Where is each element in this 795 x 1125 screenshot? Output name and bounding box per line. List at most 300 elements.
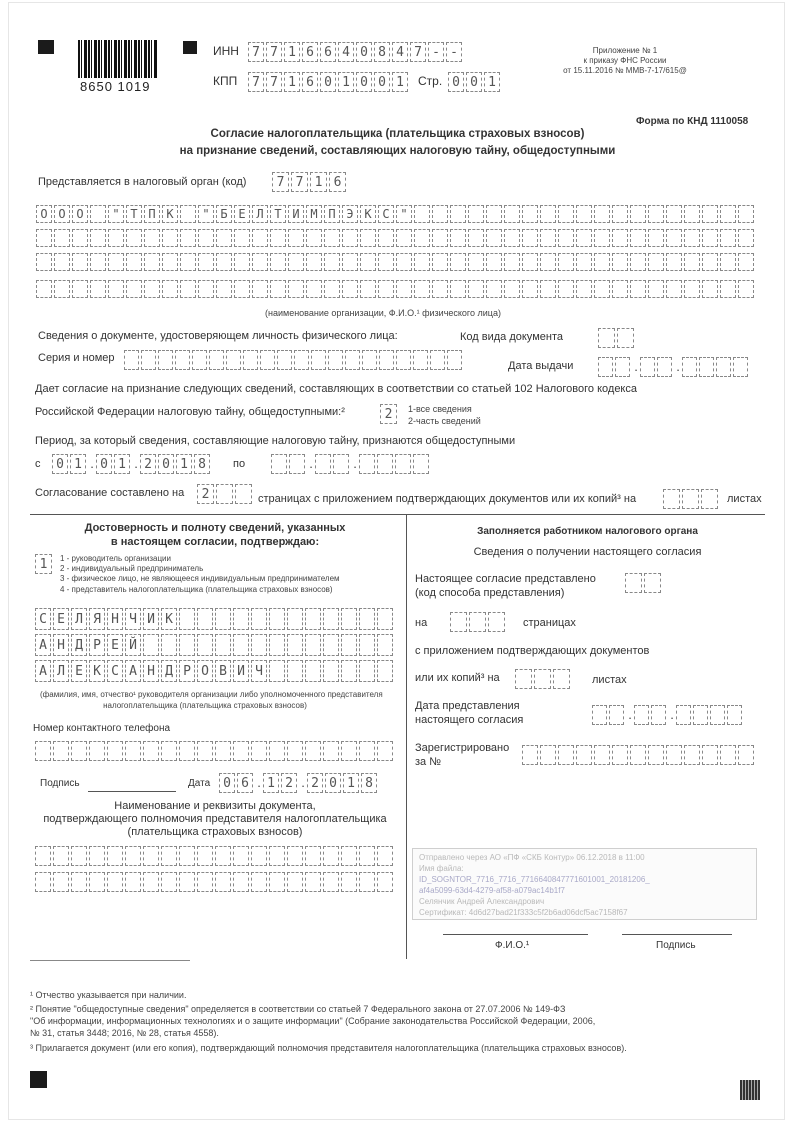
org-name-cell[interactable] xyxy=(648,205,664,223)
issue-date-cell[interactable] xyxy=(682,357,697,377)
series-cell[interactable] xyxy=(175,350,190,370)
left-date-cell[interactable]: 8 xyxy=(361,773,377,793)
surname-cell[interactable] xyxy=(377,608,393,630)
org-name-cell[interactable]: М xyxy=(306,205,322,223)
org-name-cell[interactable] xyxy=(252,253,268,271)
surname-cell[interactable] xyxy=(323,608,339,630)
surname-cell[interactable]: С xyxy=(35,608,51,630)
org-name-cell[interactable] xyxy=(612,205,628,223)
org-name-cell[interactable] xyxy=(594,205,610,223)
doc-cell[interactable] xyxy=(107,872,123,892)
org-name-cell[interactable] xyxy=(738,280,754,298)
pages-count-cell[interactable] xyxy=(216,484,233,504)
org-name-cell[interactable] xyxy=(36,253,52,271)
org-name-cell[interactable] xyxy=(486,205,502,223)
doc-cell[interactable] xyxy=(71,872,87,892)
series-cell[interactable] xyxy=(294,350,309,370)
left-date-cell[interactable]: 2 xyxy=(281,773,297,793)
org-name-cell[interactable]: Т xyxy=(270,205,286,223)
org-name-cell[interactable]: С xyxy=(378,205,394,223)
org-name-cell[interactable] xyxy=(378,253,394,271)
phone-cell[interactable] xyxy=(287,741,303,761)
org-name-cell[interactable] xyxy=(162,229,178,247)
phone-cell[interactable] xyxy=(233,741,249,761)
org-name-cell[interactable] xyxy=(684,253,700,271)
org-name-cell[interactable] xyxy=(702,205,718,223)
doc-cell[interactable] xyxy=(215,872,231,892)
surname-cell[interactable]: И xyxy=(143,608,159,630)
org-name-cell[interactable] xyxy=(684,205,700,223)
phone-cell[interactable] xyxy=(197,741,213,761)
org-name-cell[interactable] xyxy=(612,229,628,247)
name-cell[interactable] xyxy=(305,634,321,656)
patronymic-cell[interactable]: В xyxy=(215,660,231,682)
org-name-cell[interactable]: О xyxy=(72,205,88,223)
org-name-cell[interactable] xyxy=(702,280,718,298)
surname-cell[interactable]: Н xyxy=(107,608,123,630)
doc-cell[interactable] xyxy=(125,846,141,866)
phone-cell[interactable] xyxy=(179,741,195,761)
org-name-cell[interactable] xyxy=(108,253,124,271)
left-date-cell[interactable]: 0 xyxy=(325,773,341,793)
org-name-cell[interactable] xyxy=(702,253,718,271)
org-name-cell[interactable] xyxy=(162,280,178,298)
doc-cell[interactable] xyxy=(53,872,69,892)
org-name-cell[interactable] xyxy=(180,229,196,247)
org-name-cell[interactable] xyxy=(414,205,430,223)
org-name-cell[interactable]: " xyxy=(198,205,214,223)
org-name-cell[interactable] xyxy=(90,280,106,298)
org-name-cell[interactable] xyxy=(54,280,70,298)
org-name-cell[interactable]: О xyxy=(36,205,52,223)
doc-cell[interactable] xyxy=(287,872,303,892)
name-cell[interactable] xyxy=(143,634,159,656)
doc-cell[interactable] xyxy=(251,846,267,866)
org-name-cell[interactable]: О xyxy=(54,205,70,223)
org-name-cell[interactable] xyxy=(630,253,646,271)
name-cell[interactable]: Д xyxy=(71,634,87,656)
sheets-count-cell[interactable] xyxy=(682,489,699,509)
org-name-cell[interactable] xyxy=(558,280,574,298)
doc-cell[interactable] xyxy=(197,872,213,892)
surname-cell[interactable] xyxy=(341,608,357,630)
left-date-cell[interactable]: 0 xyxy=(219,773,235,793)
doc-cell[interactable] xyxy=(359,846,375,866)
kpp-cell[interactable]: 7 xyxy=(266,72,282,92)
phone-cell[interactable] xyxy=(251,741,267,761)
name-cell[interactable] xyxy=(287,634,303,656)
phone-cell[interactable] xyxy=(89,741,105,761)
org-name-cell[interactable] xyxy=(666,280,682,298)
org-name-cell[interactable] xyxy=(576,205,592,223)
org-name-cell[interactable] xyxy=(666,205,682,223)
doc-cell[interactable] xyxy=(341,846,357,866)
org-name-cell[interactable] xyxy=(540,280,556,298)
issue-date-cell[interactable] xyxy=(598,357,613,377)
org-name-cell[interactable] xyxy=(378,229,394,247)
org-name-cell[interactable] xyxy=(432,229,448,247)
org-name-cell[interactable] xyxy=(522,253,538,271)
left-date-cell[interactable]: 2 xyxy=(307,773,323,793)
period-to-cell[interactable] xyxy=(413,454,429,474)
series-cell[interactable] xyxy=(345,350,360,370)
org-name-cell[interactable] xyxy=(270,280,286,298)
registration-number-cell[interactable] xyxy=(558,745,574,765)
inn-cell[interactable]: 7 xyxy=(410,42,426,62)
org-name-cell[interactable] xyxy=(342,253,358,271)
doc-cell[interactable] xyxy=(53,846,69,866)
surname-cell[interactable]: Ч xyxy=(125,608,141,630)
inn-cell[interactable]: 6 xyxy=(320,42,336,62)
patronymic-cell[interactable] xyxy=(287,660,303,682)
name-cell[interactable]: А xyxy=(35,634,51,656)
right-pages-cell[interactable] xyxy=(488,612,505,632)
kpp-cell[interactable]: 1 xyxy=(392,72,408,92)
phone-cell[interactable] xyxy=(323,741,339,761)
page-cell[interactable]: 0 xyxy=(466,72,482,92)
name-cell[interactable]: Е xyxy=(107,634,123,656)
issue-date-cell[interactable] xyxy=(733,357,748,377)
doc-cell[interactable] xyxy=(377,846,393,866)
org-name-cell[interactable] xyxy=(648,229,664,247)
org-name-cell[interactable] xyxy=(594,253,610,271)
name-cell[interactable] xyxy=(233,634,249,656)
registration-number-cell[interactable] xyxy=(522,745,538,765)
org-name-cell[interactable] xyxy=(504,253,520,271)
sheets-count-cell[interactable] xyxy=(663,489,680,509)
org-name-cell[interactable] xyxy=(468,280,484,298)
doc-cell[interactable] xyxy=(305,872,321,892)
org-name-cell[interactable] xyxy=(54,229,70,247)
issue-date-cell[interactable] xyxy=(716,357,731,377)
right-date-cell[interactable] xyxy=(693,705,708,725)
org-name-cell[interactable] xyxy=(126,280,142,298)
doc-cell[interactable] xyxy=(197,846,213,866)
org-name-cell[interactable] xyxy=(324,229,340,247)
org-name-cell[interactable] xyxy=(720,205,736,223)
org-name-cell[interactable] xyxy=(720,229,736,247)
phone-cell[interactable] xyxy=(35,741,51,761)
registration-number-cell[interactable] xyxy=(540,745,556,765)
registration-number-cell[interactable] xyxy=(738,745,754,765)
inn-cell[interactable]: 6 xyxy=(302,42,318,62)
page-cell[interactable]: 1 xyxy=(484,72,500,92)
org-name-cell[interactable] xyxy=(144,280,160,298)
inn-cell[interactable]: - xyxy=(446,42,462,62)
kpp-cell[interactable]: 6 xyxy=(302,72,318,92)
org-name-cell[interactable] xyxy=(72,229,88,247)
authority-cell[interactable]: 7 xyxy=(291,172,308,192)
org-name-cell[interactable] xyxy=(288,229,304,247)
doc-cell[interactable] xyxy=(377,872,393,892)
registration-number-cell[interactable] xyxy=(648,745,664,765)
registration-number-cell[interactable] xyxy=(576,745,592,765)
org-name-cell[interactable] xyxy=(198,280,214,298)
org-name-cell[interactable] xyxy=(270,229,286,247)
period-from-cell[interactable]: 1 xyxy=(176,454,192,474)
doc-cell[interactable] xyxy=(35,846,51,866)
inn-cell[interactable]: 7 xyxy=(248,42,264,62)
doc-cell[interactable] xyxy=(143,872,159,892)
sheets-count-cell[interactable] xyxy=(701,489,718,509)
patronymic-cell[interactable]: Р xyxy=(179,660,195,682)
org-name-cell[interactable] xyxy=(234,253,250,271)
signer-code-cell[interactable]: 1 xyxy=(35,554,52,574)
org-name-cell[interactable] xyxy=(108,280,124,298)
org-name-cell[interactable] xyxy=(90,205,106,223)
period-from-cell[interactable]: 0 xyxy=(96,454,112,474)
name-cell[interactable]: Н xyxy=(53,634,69,656)
kpp-cell[interactable]: 0 xyxy=(356,72,372,92)
patronymic-cell[interactable]: О xyxy=(197,660,213,682)
series-cell[interactable] xyxy=(396,350,411,370)
series-cell[interactable] xyxy=(243,350,258,370)
org-name-cell[interactable] xyxy=(612,253,628,271)
surname-cell[interactable] xyxy=(233,608,249,630)
right-date-cell[interactable] xyxy=(710,705,725,725)
phone-cell[interactable] xyxy=(305,741,321,761)
inn-cell[interactable]: 1 xyxy=(284,42,300,62)
kpp-cell[interactable]: 1 xyxy=(284,72,300,92)
name-cell[interactable] xyxy=(341,634,357,656)
series-cell[interactable] xyxy=(277,350,292,370)
org-name-cell[interactable] xyxy=(324,253,340,271)
org-name-cell[interactable]: Б xyxy=(216,205,232,223)
surname-cell[interactable] xyxy=(179,608,195,630)
org-name-cell[interactable]: Л xyxy=(252,205,268,223)
page-cell[interactable]: 0 xyxy=(448,72,464,92)
series-cell[interactable] xyxy=(430,350,445,370)
org-name-cell[interactable] xyxy=(522,229,538,247)
patronymic-cell[interactable]: Д xyxy=(161,660,177,682)
doc-cell[interactable] xyxy=(323,872,339,892)
org-name-cell[interactable]: " xyxy=(396,205,412,223)
org-name-cell[interactable] xyxy=(594,280,610,298)
authority-cell[interactable]: 6 xyxy=(329,172,346,192)
name-cell[interactable] xyxy=(161,634,177,656)
org-name-cell[interactable] xyxy=(684,229,700,247)
patronymic-cell[interactable]: Л xyxy=(53,660,69,682)
phone-cell[interactable] xyxy=(107,741,123,761)
patronymic-cell[interactable] xyxy=(359,660,375,682)
org-name-cell[interactable] xyxy=(306,229,322,247)
right-pages-cell[interactable] xyxy=(469,612,486,632)
series-cell[interactable] xyxy=(124,350,139,370)
kpp-cell[interactable]: 0 xyxy=(320,72,336,92)
phone-cell[interactable] xyxy=(125,741,141,761)
submission-code-cell[interactable] xyxy=(644,573,661,593)
inn-cell[interactable]: 8 xyxy=(374,42,390,62)
org-name-cell[interactable] xyxy=(216,280,232,298)
series-cell[interactable] xyxy=(379,350,394,370)
name-cell[interactable] xyxy=(359,634,375,656)
right-date-cell[interactable] xyxy=(634,705,649,725)
doc-cell[interactable] xyxy=(89,872,105,892)
phone-cell[interactable] xyxy=(215,741,231,761)
org-name-cell[interactable] xyxy=(72,253,88,271)
phone-cell[interactable] xyxy=(359,741,375,761)
pages-count-cell[interactable] xyxy=(235,484,252,504)
org-name-cell[interactable] xyxy=(360,253,376,271)
org-name-cell[interactable] xyxy=(576,229,592,247)
registration-number-cell[interactable] xyxy=(630,745,646,765)
org-name-cell[interactable] xyxy=(162,253,178,271)
doc-cell[interactable] xyxy=(161,846,177,866)
org-name-cell[interactable] xyxy=(180,205,196,223)
org-name-cell[interactable] xyxy=(216,229,232,247)
surname-cell[interactable]: К xyxy=(161,608,177,630)
left-date-cell[interactable]: 1 xyxy=(263,773,279,793)
doc-cell[interactable] xyxy=(179,846,195,866)
surname-cell[interactable] xyxy=(359,608,375,630)
surname-cell[interactable]: Л xyxy=(71,608,87,630)
org-name-cell[interactable] xyxy=(486,280,502,298)
phone-cell[interactable] xyxy=(269,741,285,761)
doc-cell[interactable] xyxy=(35,872,51,892)
org-name-cell[interactable]: Е xyxy=(234,205,250,223)
org-name-cell[interactable] xyxy=(504,229,520,247)
doc-cell[interactable] xyxy=(251,872,267,892)
right-date-cell[interactable] xyxy=(609,705,624,725)
submission-code-cell[interactable] xyxy=(625,573,642,593)
org-name-cell[interactable] xyxy=(144,253,160,271)
inn-cell[interactable]: 4 xyxy=(392,42,408,62)
inn-cell[interactable]: 7 xyxy=(266,42,282,62)
period-from-cell[interactable]: 2 xyxy=(140,454,156,474)
org-name-cell[interactable]: П xyxy=(324,205,340,223)
inn-cell[interactable]: - xyxy=(428,42,444,62)
issue-date-cell[interactable] xyxy=(615,357,630,377)
org-name-cell[interactable] xyxy=(648,253,664,271)
name-cell[interactable] xyxy=(323,634,339,656)
doc-cell[interactable] xyxy=(323,846,339,866)
period-to-cell[interactable] xyxy=(377,454,393,474)
org-name-cell[interactable] xyxy=(504,205,520,223)
org-name-cell[interactable] xyxy=(144,229,160,247)
phone-cell[interactable] xyxy=(71,741,87,761)
org-name-cell[interactable] xyxy=(630,205,646,223)
org-name-cell[interactable] xyxy=(198,229,214,247)
period-from-cell[interactable]: 1 xyxy=(70,454,86,474)
period-to-cell[interactable] xyxy=(315,454,331,474)
org-name-cell[interactable]: И xyxy=(288,205,304,223)
doc-cell[interactable] xyxy=(269,846,285,866)
org-name-cell[interactable] xyxy=(612,280,628,298)
name-cell[interactable] xyxy=(377,634,393,656)
org-name-cell[interactable] xyxy=(468,229,484,247)
doc-cell[interactable] xyxy=(269,872,285,892)
inn-cell[interactable]: 0 xyxy=(356,42,372,62)
issue-date-cell[interactable] xyxy=(657,357,672,377)
org-name-cell[interactable]: П xyxy=(144,205,160,223)
name-cell[interactable] xyxy=(179,634,195,656)
phone-cell[interactable] xyxy=(341,741,357,761)
kpp-cell[interactable]: 0 xyxy=(374,72,390,92)
name-cell[interactable]: Р xyxy=(89,634,105,656)
series-cell[interactable] xyxy=(447,350,462,370)
org-name-cell[interactable] xyxy=(252,229,268,247)
surname-cell[interactable] xyxy=(251,608,267,630)
org-name-cell[interactable] xyxy=(36,229,52,247)
patronymic-cell[interactable] xyxy=(377,660,393,682)
patronymic-cell[interactable] xyxy=(269,660,285,682)
org-name-cell[interactable] xyxy=(288,253,304,271)
period-to-cell[interactable] xyxy=(333,454,349,474)
org-name-cell[interactable] xyxy=(414,253,430,271)
org-name-cell[interactable] xyxy=(540,229,556,247)
phone-cell[interactable] xyxy=(53,741,69,761)
patronymic-cell[interactable]: Н xyxy=(143,660,159,682)
doc-cell[interactable] xyxy=(287,846,303,866)
org-name-cell[interactable] xyxy=(522,205,538,223)
org-name-cell[interactable] xyxy=(504,280,520,298)
pages-count-cell[interactable]: 2 xyxy=(197,484,214,504)
doc-cell[interactable] xyxy=(89,846,105,866)
name-cell[interactable] xyxy=(215,634,231,656)
org-name-cell[interactable] xyxy=(558,253,574,271)
series-cell[interactable] xyxy=(413,350,428,370)
org-name-cell[interactable] xyxy=(324,280,340,298)
issue-date-cell[interactable] xyxy=(699,357,714,377)
org-name-cell[interactable] xyxy=(360,280,376,298)
doc-cell[interactable] xyxy=(107,846,123,866)
phone-cell[interactable] xyxy=(143,741,159,761)
org-name-cell[interactable] xyxy=(558,229,574,247)
registration-number-cell[interactable] xyxy=(702,745,718,765)
patronymic-cell[interactable]: И xyxy=(233,660,249,682)
issue-date-cell[interactable] xyxy=(640,357,655,377)
doc-cell[interactable] xyxy=(125,872,141,892)
org-name-cell[interactable] xyxy=(414,280,430,298)
org-name-cell[interactable] xyxy=(270,253,286,271)
org-name-cell[interactable] xyxy=(738,229,754,247)
doc-type-cell[interactable] xyxy=(617,328,634,348)
doc-cell[interactable] xyxy=(233,846,249,866)
registration-number-cell[interactable] xyxy=(594,745,610,765)
patronymic-cell[interactable]: А xyxy=(125,660,141,682)
series-cell[interactable] xyxy=(226,350,241,370)
series-cell[interactable] xyxy=(158,350,173,370)
org-name-cell[interactable] xyxy=(180,280,196,298)
surname-cell[interactable] xyxy=(269,608,285,630)
org-name-cell[interactable] xyxy=(630,280,646,298)
period-from-cell[interactable]: 1 xyxy=(114,454,130,474)
org-name-cell[interactable] xyxy=(450,205,466,223)
org-name-cell[interactable] xyxy=(396,253,412,271)
doc-cell[interactable] xyxy=(305,846,321,866)
org-name-cell[interactable] xyxy=(306,253,322,271)
name-cell[interactable] xyxy=(251,634,267,656)
series-cell[interactable] xyxy=(260,350,275,370)
name-cell[interactable] xyxy=(197,634,213,656)
org-name-cell[interactable] xyxy=(450,280,466,298)
right-date-cell[interactable] xyxy=(592,705,607,725)
patronymic-cell[interactable] xyxy=(305,660,321,682)
org-name-cell[interactable] xyxy=(306,280,322,298)
patronymic-cell[interactable]: Е xyxy=(71,660,87,682)
authority-cell[interactable]: 1 xyxy=(310,172,327,192)
name-cell[interactable]: Й xyxy=(125,634,141,656)
doc-cell[interactable] xyxy=(71,846,87,866)
org-name-cell[interactable]: Э xyxy=(342,205,358,223)
doc-cell[interactable] xyxy=(359,872,375,892)
patronymic-cell[interactable]: С xyxy=(107,660,123,682)
left-date-cell[interactable]: 1 xyxy=(343,773,359,793)
series-cell[interactable] xyxy=(328,350,343,370)
org-name-cell[interactable] xyxy=(198,253,214,271)
period-from-cell[interactable]: 0 xyxy=(158,454,174,474)
org-name-cell[interactable] xyxy=(360,229,376,247)
